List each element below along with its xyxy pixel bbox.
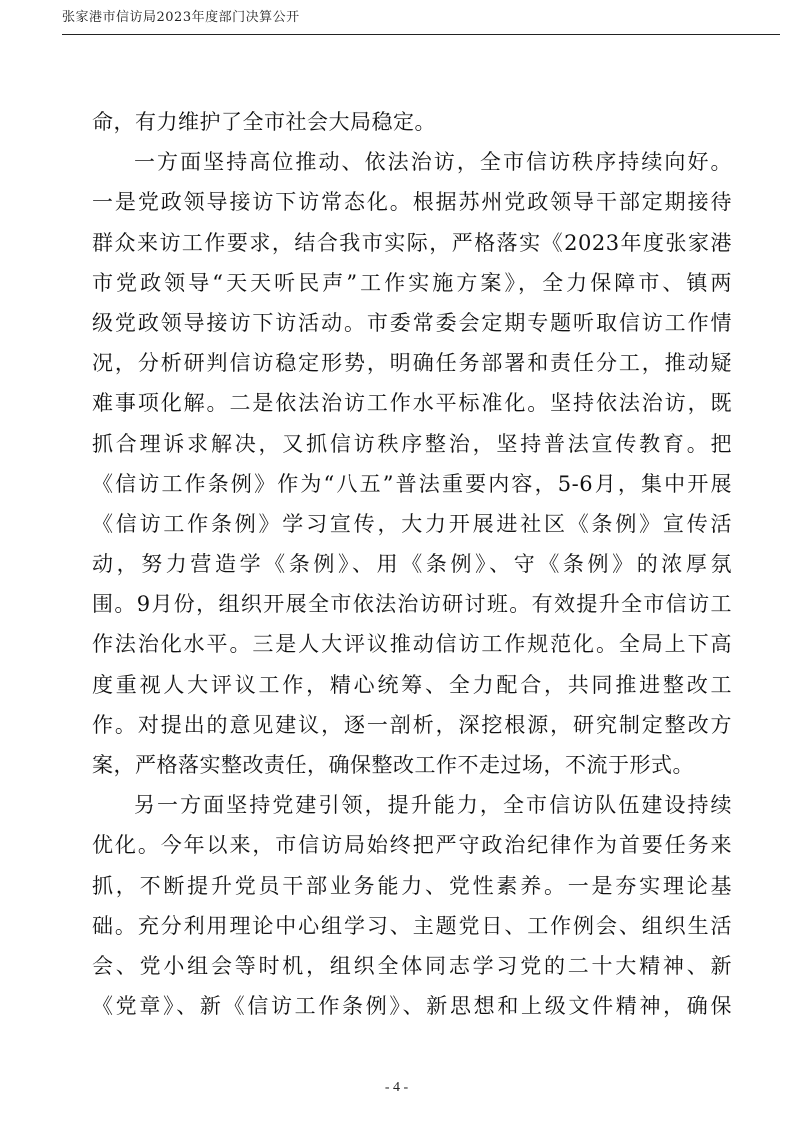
header-divider <box>62 34 780 35</box>
body-line: 度重视人大评议工作，精心统筹、全力配合，共同推进整改工 <box>92 672 732 697</box>
body-line: 础。充分利用理论中心组学习、主题党日、工作例会、组织生活 <box>92 913 732 938</box>
body-line: 一方面坚持高位推动、依法治访，全市信访秩序持续向好。 <box>134 150 732 175</box>
body-line: 级党政领导接访下访活动。市委常委会定期专题听取信访工作情 <box>92 310 732 335</box>
page-number: - 4 - <box>384 1080 409 1095</box>
body-line: 作。对提出的意见建议，逐一剖析，深挖根源，研究制定整改方 <box>92 712 732 737</box>
body-line: 市党政领导“天天听民声”工作实施方案》，全力保障市、镇两 <box>92 270 732 295</box>
body-line: 群众来访工作要求，结合我市实际，严格落实《2023年度张家港 <box>92 230 732 255</box>
body-line: 优化。今年以来，市信访局始终把严守政治纪律作为首要任务来 <box>92 833 732 858</box>
document-body <box>92 102 732 1026</box>
body-line: 况，分析研判信访稳定形势，明确任务部署和责任分工，推动疑 <box>92 351 732 376</box>
body-line: 《信访工作条例》作为“八五”普法重要内容，5-6月，集中开展 <box>92 471 732 496</box>
body-line: 命，有力维护了全市社会大局稳定。 <box>92 110 436 134</box>
body-line: 动，努力营造学《条例》、用《条例》、守《条例》的浓厚氛 <box>92 552 732 577</box>
body-line: 另一方面坚持党建引领，提升能力，全市信访队伍建设持续 <box>134 793 732 818</box>
body-line: 围。9月份，组织开展全市依法治访研讨班。有效提升全市信访工 <box>92 592 732 617</box>
body-line: 《党章》、新《信访工作条例》、新思想和上级文件精神，确保 <box>92 994 732 1019</box>
body-line: 《信访工作条例》学习宣传，大力开展进社区《条例》宣传活 <box>92 511 732 536</box>
body-line: 难事项化解。二是依法治访工作水平标准化。坚持依法治访，既 <box>92 391 732 416</box>
document-header-title: 张家港市信访局2023年度部门决算公开 <box>62 10 300 25</box>
body-line: 抓，不断提升党员干部业务能力、党性素养。一是夯实理论基 <box>92 873 732 898</box>
body-line: 会、党小组会等时机，组织全体同志学习党的二十大精神、新 <box>92 953 732 978</box>
body-line: 作法治化水平。三是人大评议推动信访工作规范化。全局上下高 <box>92 632 732 657</box>
body-line: 案，严格落实整改责任，确保整改工作不走过场，不流于形式。 <box>92 753 694 777</box>
body-line: 抓合理诉求解决，又抓信访秩序整治，坚持普法宣传教育。把 <box>92 431 732 456</box>
body-line: 一是党政领导接访下访常态化。根据苏州党政领导干部定期接待 <box>92 190 732 215</box>
